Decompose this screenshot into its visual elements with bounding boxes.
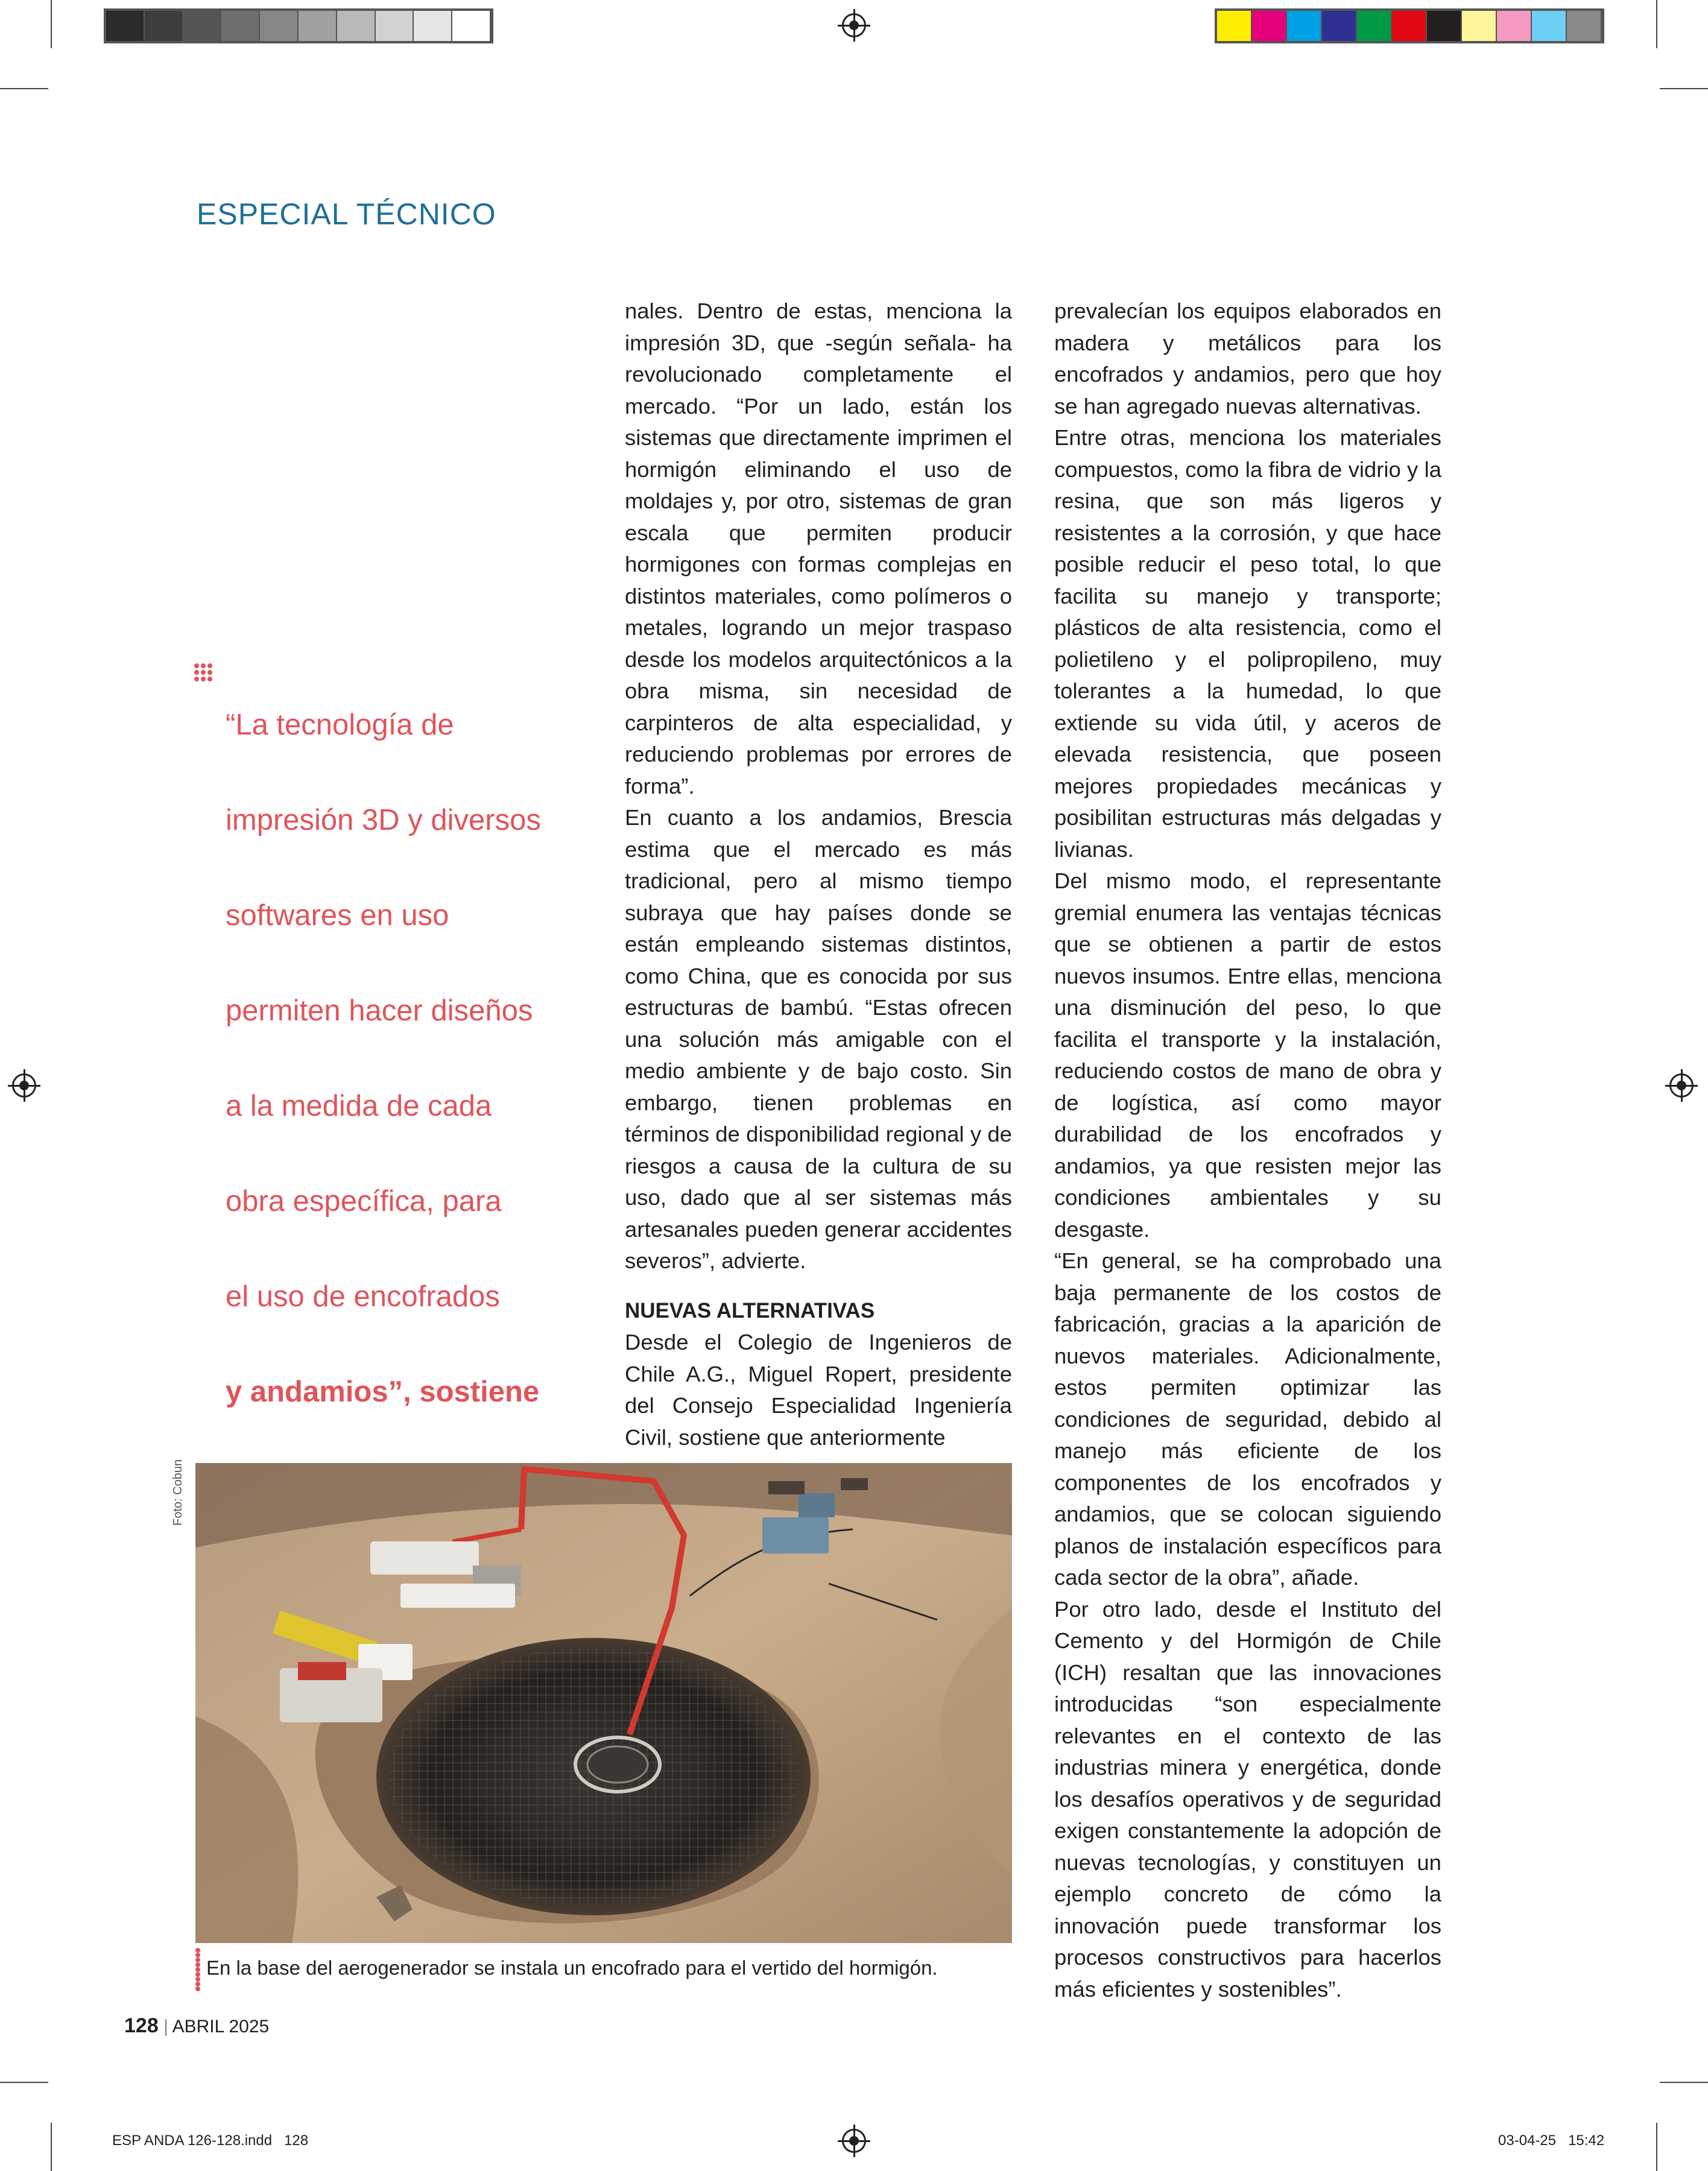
paragraph: Entre otras, menciona los materiales compuestos, como la fibra de vidrio y la resina, que son más ligeros y resistentes a la corrosión, y que hace posible reducir el peso total, lo que facilita su manejo y transporte; plásticos de alta resistencia, como el polietileno y el polipropileno, muy tolerantes a la humedad, lo que extiende su vida útil, y aceros de elevada resistencia, que poseen mejores propiedades mecánicas y posibilitan estructuras más delgadas y livianas. — [1054, 425, 1441, 862]
gray-swatch — [414, 11, 452, 41]
gray-swatch — [299, 11, 337, 41]
quote-line: obra específica, para — [226, 1185, 502, 1218]
print-slug-filename: ESP ANDA 126-128.indd 128 — [112, 2132, 309, 2149]
paragraph: En cuanto a los andamios, Brescia estima que el mercado es más tradicional, pero al mismo tiempo subraya que hay países donde se están empleando sistemas distintos, como China, que es conocida por sus estructuras de bambú. “Estas ofrecen una solución más amigable con el medio ambiente y de bajo costo. Sin embargo, tienen problemas en términos de disponibilidad regional y de riesgos a causa de la cultura de su uso, dado que al ser sistemas más artesanales pueden generar accidentes severos”, advierte. — [625, 805, 1012, 1273]
construction-site-photo — [195, 1463, 1012, 1943]
color-swatch — [1217, 11, 1252, 41]
registration-mark-left — [12, 1073, 36, 1098]
photo-caption: En la base del aerogenerador se instala un encofrado para el vertido del hormigón. — [195, 1948, 938, 1991]
crop-mark — [0, 2082, 48, 2083]
crop-mark — [51, 2123, 52, 2171]
process-color-bar — [1215, 8, 1604, 43]
paragraph: Desde el Colegio de Ingenieros de Chile A.G., Miguel Ropert, presidente del Consejo Especialidad Ingeniería Civil, sostiene que anteriormente — [625, 1330, 1012, 1450]
color-swatch — [1392, 11, 1427, 41]
registration-mark-right — [1669, 1073, 1694, 1098]
section-title: ESPECIAL TÉCNICO — [197, 197, 496, 231]
photo-credit: Foto: Cobun — [171, 1459, 185, 1526]
color-swatch — [1497, 11, 1532, 41]
caption-bullet-icon — [195, 1948, 200, 1991]
color-swatch — [1462, 11, 1497, 41]
quote-line: softwares en uso — [226, 899, 449, 932]
paragraph: Del mismo modo, el representante gremial enumera las ventajas técnicas que se obtienen a partir de estos nuevos insumos. Entre ellas, menciona una disminución del peso, lo que facilita el transporte y la instalación, reduciendo costos de mano de obra y de logística, así como mayor durabilidad de los encofrados y andamios, ya que resisten mejor las condiciones ambientales y su desgaste. — [1054, 868, 1441, 1242]
gray-swatch — [145, 11, 183, 41]
color-swatch — [1322, 11, 1357, 41]
paragraph: Por otro lado, desde el Instituto del Cemento y del Hormigón de Chile (ICH) resaltan que las innovaciones introducidas “son especialmente relevantes en el contexto de las industrias minera y energética, donde los desafíos operativos y de seguridad exigen constantemente la adopción de nuevas tecnologías, y constituyen un ejemplo concreto de cómo la innovación puede transformar los procesos constructivos para hacerlos más eficientes y sostenibles”. — [1054, 1596, 1441, 2002]
article-column-middle — [625, 295, 1012, 1453]
registration-mark-top — [842, 13, 866, 37]
article-column-right — [1054, 295, 1441, 2005]
color-swatch — [1427, 11, 1462, 41]
page-number: 128 — [124, 2014, 159, 2037]
color-swatch — [1532, 11, 1567, 41]
color-swatch — [1567, 11, 1602, 41]
quote-line: a la medida de cada — [226, 1090, 492, 1122]
crop-mark — [1656, 2123, 1657, 2171]
color-swatch — [1287, 11, 1322, 41]
registration-mark-bottom — [842, 2129, 866, 2153]
gray-swatch — [337, 11, 376, 41]
crop-mark — [51, 0, 52, 48]
gray-swatch — [183, 11, 222, 41]
crop-mark — [1656, 0, 1657, 48]
subheading: NUEVAS ALTERNATIVAS — [625, 1298, 875, 1323]
paragraph: nales. Dentro de estas, menciona la impresión 3D, que -según señala- ha revolucionado completamente el mercado. “Por un lado, están los sistemas que directamente imprimen el hormigón eliminando el uso de moldajes y, por otro, sistemas de gran escala que permiten producir hormigones con formas complejas en distintos materiales, como polímeros o metales, logrando un mejor traspaso desde los modelos arquitectónicos a la obra misma, sin necesidad de carpinteros de alta especialidad, y reduciendo problemas por errores de forma”. — [625, 299, 1012, 798]
quote-line: impresión 3D y diversos — [226, 804, 541, 836]
crop-mark — [0, 88, 48, 89]
quote-line: el uso de encofrados — [226, 1280, 500, 1313]
quote-line: permiten hacer diseños — [226, 994, 533, 1027]
gray-swatch — [260, 11, 299, 41]
gray-swatch — [376, 11, 414, 41]
quote-line: y andamios”, sostiene — [226, 1376, 540, 1408]
crop-mark — [1660, 2082, 1708, 2083]
grayscale-color-bar — [104, 8, 493, 43]
quote-line: “La tecnología de — [226, 709, 454, 741]
gray-swatch — [221, 11, 260, 41]
print-slug-timestamp: 03-04-25 15:42 — [1498, 2132, 1605, 2149]
paragraph: “En general, se ha comprobado una baja permanente de los costos de fabricación, gracias a la aparición de nuevos materiales. Adicionalmente, estos permiten optimizar las condiciones de seguridad, debido al manejo más eficiente de los componentes de los encofrados y andamios, que se colocan siguiendo planos de instalación específicos para cada sector de la obra”, añade. — [1054, 1248, 1441, 1590]
gray-swatch — [452, 11, 491, 41]
crop-mark — [1660, 88, 1708, 89]
quote-bullet-icon — [194, 663, 212, 681]
color-swatch — [1252, 11, 1287, 41]
color-swatch — [1357, 11, 1392, 41]
gray-swatch — [106, 11, 145, 41]
issue-date: ABRIL 2025 — [172, 2017, 270, 2037]
paragraph: prevalecían los equipos elaborados en madera y metálicos para los encofrados y andamios, pero que hoy se han agregado nuevas alternativas. — [1054, 299, 1441, 419]
page-folio: 128 | ABRIL 2025 — [124, 2014, 270, 2037]
